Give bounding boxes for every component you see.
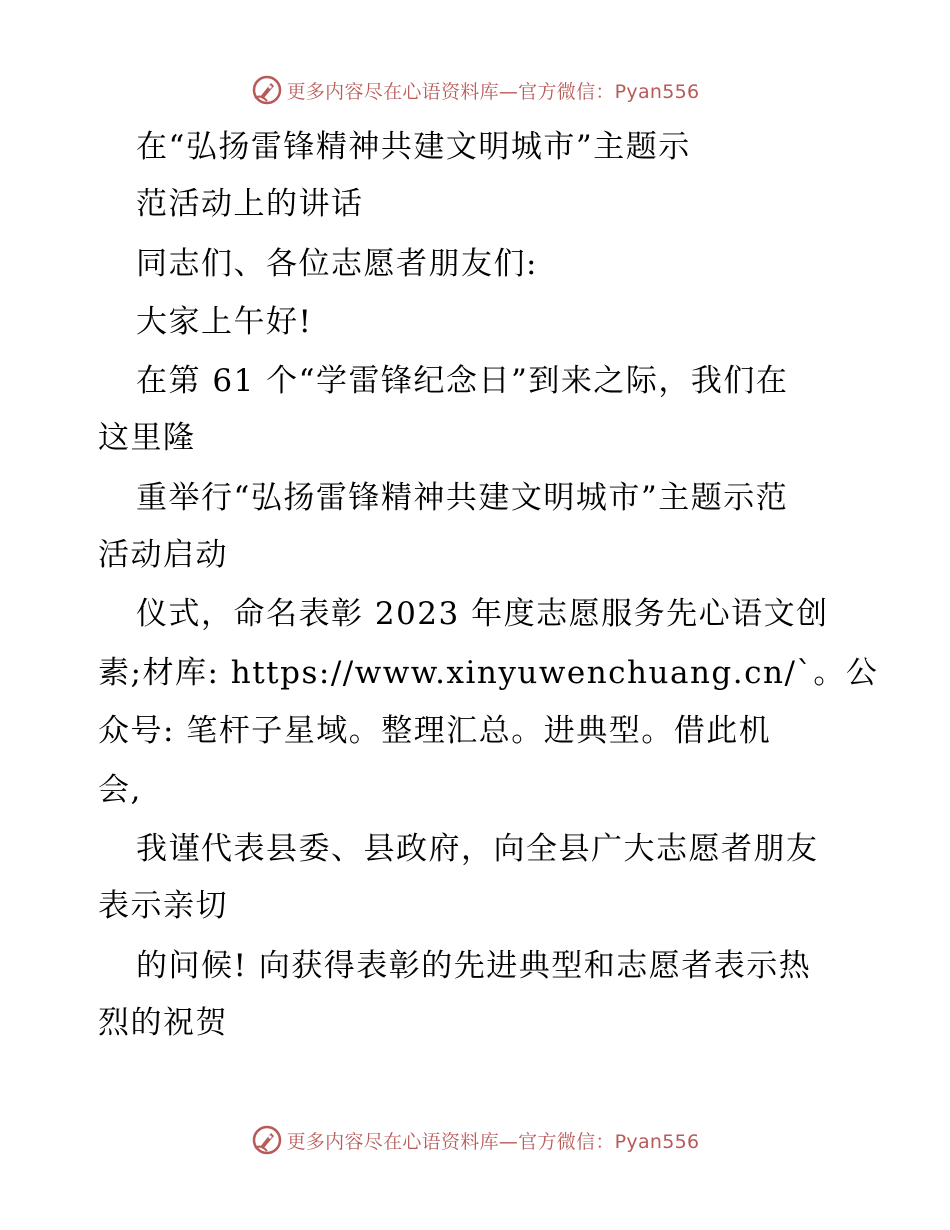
title-line-2: 范活动上的讲话 [136,186,364,222]
paragraph-line: 我谨代表县委、县政府，向全县广大志愿者朋友 [136,831,819,867]
paragraph-line: 众号: 笔杆子星域。整理汇总。进典型。借此机 [98,713,772,749]
paragraph-line: 重举行“弘扬雷锋精神共建文明城市”主题示范 [136,480,789,516]
paragraph-line: 的问候! 向获得表彰的先进典型和志愿者表示热 [136,948,812,984]
paragraph-line: 活动启动 [98,537,228,573]
paragraph-line: 表示亲切 [98,888,228,924]
paragraph-line: 这里隆 [98,420,196,456]
paragraph-line: 素;材库: https://www.xinyuwenchuang.cn/`。公 [98,655,879,691]
banner-text: 更多内容尽在心语资料库—官方微信：Pyan556 [286,80,700,103]
pen-nib-logo-icon [251,1124,283,1156]
paragraph-line: 在第 61 个“学雷锋纪念日”到来之际，我们在 [136,363,789,399]
paragraph-line: 仪式，命名表彰 2023 年度志愿服务先心语文创 [136,596,829,632]
paragraph-line: 会, [98,772,142,808]
banner-text: 更多内容尽在心语资料库—官方微信：Pyan556 [286,1130,700,1153]
greeting: 大家上午好! [136,304,313,340]
title-line-1: 在“弘扬雷锋精神共建文明城市”主题示 [136,129,691,165]
salutation: 同志们、各位志愿者朋友们: [136,246,538,282]
paragraph-line: 烈的祝贺 [98,1005,228,1041]
footer-banner [0,1122,950,1158]
